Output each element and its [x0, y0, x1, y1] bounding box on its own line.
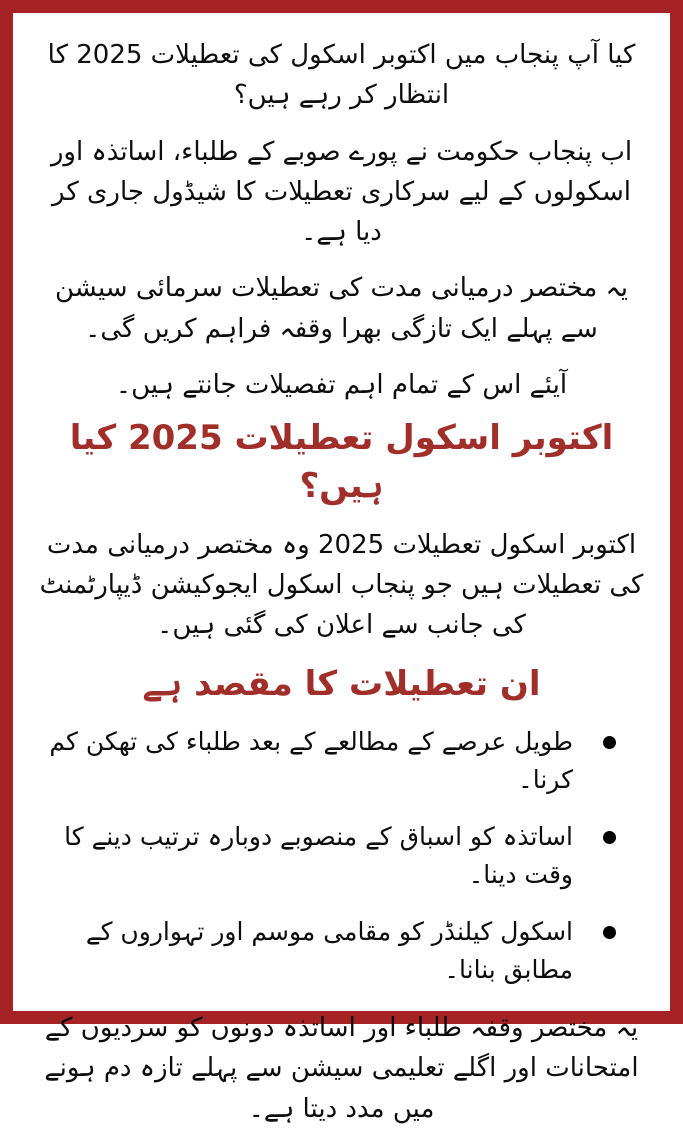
section-heading-what-are-holidays: اکتوبر اسکول تعطیلات 2025 کیا ہیں؟: [69, 418, 614, 506]
details-invite-paragraph: آیئے اس کے تمام اہم تفصیلات جانتے ہیں۔: [115, 370, 568, 401]
purpose-list-item: [47, 913, 616, 988]
purpose-item-text: اساتذہ کو اسباق کے منصوبے دوبارہ ترتیب دینے کا وقت دینا۔: [64, 822, 573, 889]
closing-paragraph: یہ مختصر وقفہ طلباء اور اساتذہ دونوں کو سردیوں کے امتحانات اور اگلے تعلیمی سیشن سے پہلے تازہ دم ہونے میں مدد دیتا ہے۔: [44, 1013, 639, 1124]
purpose-list-item: [47, 723, 616, 798]
purpose-item-text: طویل عرصے کے مطالعے کے بعد طلباء کی تھکن کم کرنا۔: [49, 727, 573, 794]
intro-question: کیا آپ پنجاب میں اکتوبر اسکول کی تعطیلات 2025 کا انتظار کر رہے ہیں؟: [47, 40, 636, 111]
refresh-break-paragraph: یہ مختصر درمیانی مدت کی تعطیلات سرمائی سیشن سے پہلے ایک تازگی بھرا وقفہ فراہم کریں گی۔: [54, 273, 629, 344]
purpose-list: [47, 723, 616, 988]
poster-content: [13, 13, 670, 1124]
bullet-icon: [603, 736, 616, 749]
section-heading-purpose: ان تعطیلات کا مقصد ہے: [142, 664, 541, 705]
announcement-paragraph: اب پنجاب حکومت نے پورے صوبے کے طلباء، اساتذہ اور اسکولوں کے لیے سرکاری تعطیلات کا شیڈول جاری کر دیا ہے۔: [50, 136, 633, 248]
bullet-icon: [603, 926, 616, 939]
purpose-item-text: اسکول کیلنڈر کو مقامی موسم اور تہواروں کے مطابق بنانا۔: [85, 917, 573, 984]
bullet-icon: [603, 831, 616, 844]
holidays-definition-paragraph: اکتوبر اسکول تعطیلات 2025 وہ مختصر درمیانی مدت کی تعطیلات ہیں جو پنجاب اسکول ایجوکیشن ڈیپارٹمنٹ کی جانب سے اعلان کی گئی ہیں۔: [39, 529, 644, 641]
purpose-list-item: [47, 818, 616, 893]
